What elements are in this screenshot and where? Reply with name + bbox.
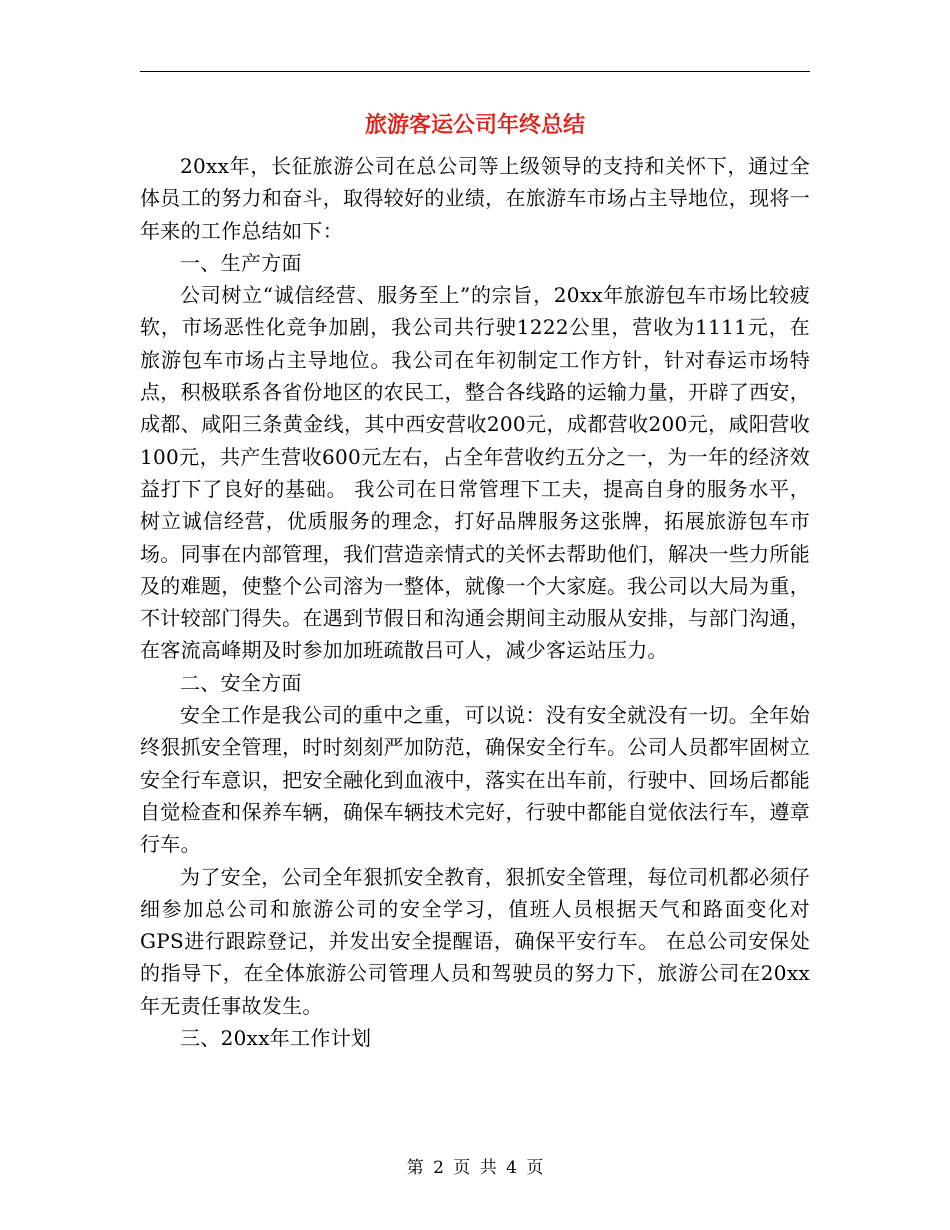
section-heading-plan: 三、20xx年工作计划: [180, 1026, 372, 1051]
safety-paragraph-1: 安全工作是我公司的重中之重，可以说：没有安全就没有一切。全年始终狠抓安全管理，时时刻刻严加防范，确保安全行车。公司人员都牢固树立安全行车意识，把安全融化到血液中，落实在出车前，行驶中、回场后都能自觉检查和保养车辆，确保车辆技术完好，行驶中都能自觉依法行车，遵章行车。: [140, 703, 810, 857]
document-body: [140, 150, 810, 1054]
document-title: 旅游客运公司年终总结: [364, 113, 585, 138]
safety-paragraph-2: 为了安全，公司全年狠抓安全教育，狠抓安全管理，每位司机都必须仔细参加总公司和旅游公司的安全学习，值班人员根据天气和路面变化对GPS进行跟踪登记，并发出安全提醒语，确保平安行车。 在总公司安保处的指导下，在全体旅游公司管理人员和驾驶员的努力下，旅游公司在20xx年无责任事故发生。: [140, 864, 810, 1018]
section-heading-production: 一、生产方面: [180, 250, 302, 275]
section-heading-safety: 二、安全方面: [180, 670, 302, 695]
header-rule: [140, 71, 810, 72]
production-paragraph: 公司树立“诚信经营、服务至上”的宗旨，20xx年旅游包车市场比较疲软，市场恶性化竞争加剧，我公司共行驶1222公里，营收为1111元，在旅游包车市场占主导地位。我公司在年初制定工作方针，针对春运市场特点，积极联系各省份地区的农民工，整合各线路的运输力量，开辟了西安，成都、咸阳三条黄金线，其中西安营收200元，成都营收200元，咸阳营收100元，共产生营收600元左右，占全年营收约五分之一，为一年的经济效益打下了良好的基础。 我公司在日常管理下工夫，提高自身的服务水平，树立诚信经营，优质服务的理念，打好品牌服务这张牌，拓展旅游包车市场。同事在内部管理，我们营造亲情式的关怀去帮助他们，解决一些力所能及的难题，使整个公司溶为一整体，就像一个大家庭。我公司以大局为重，不计较部门得失。在遇到节假日和沟通会期间主动服从安排，与部门沟通，在客流高峰期及时参加加班疏散吕可人，减少客运站压力。: [140, 283, 810, 663]
page-number: 第 2 页 共 4 页: [406, 1158, 544, 1178]
intro-paragraph: 20xx年，长征旅游公司在总公司等上级领导的支持和关怀下，通过全体员工的努力和奋斗，取得较好的业绩，在旅游车市场占主导地位，现将一年来的工作总结如下：: [140, 154, 810, 243]
